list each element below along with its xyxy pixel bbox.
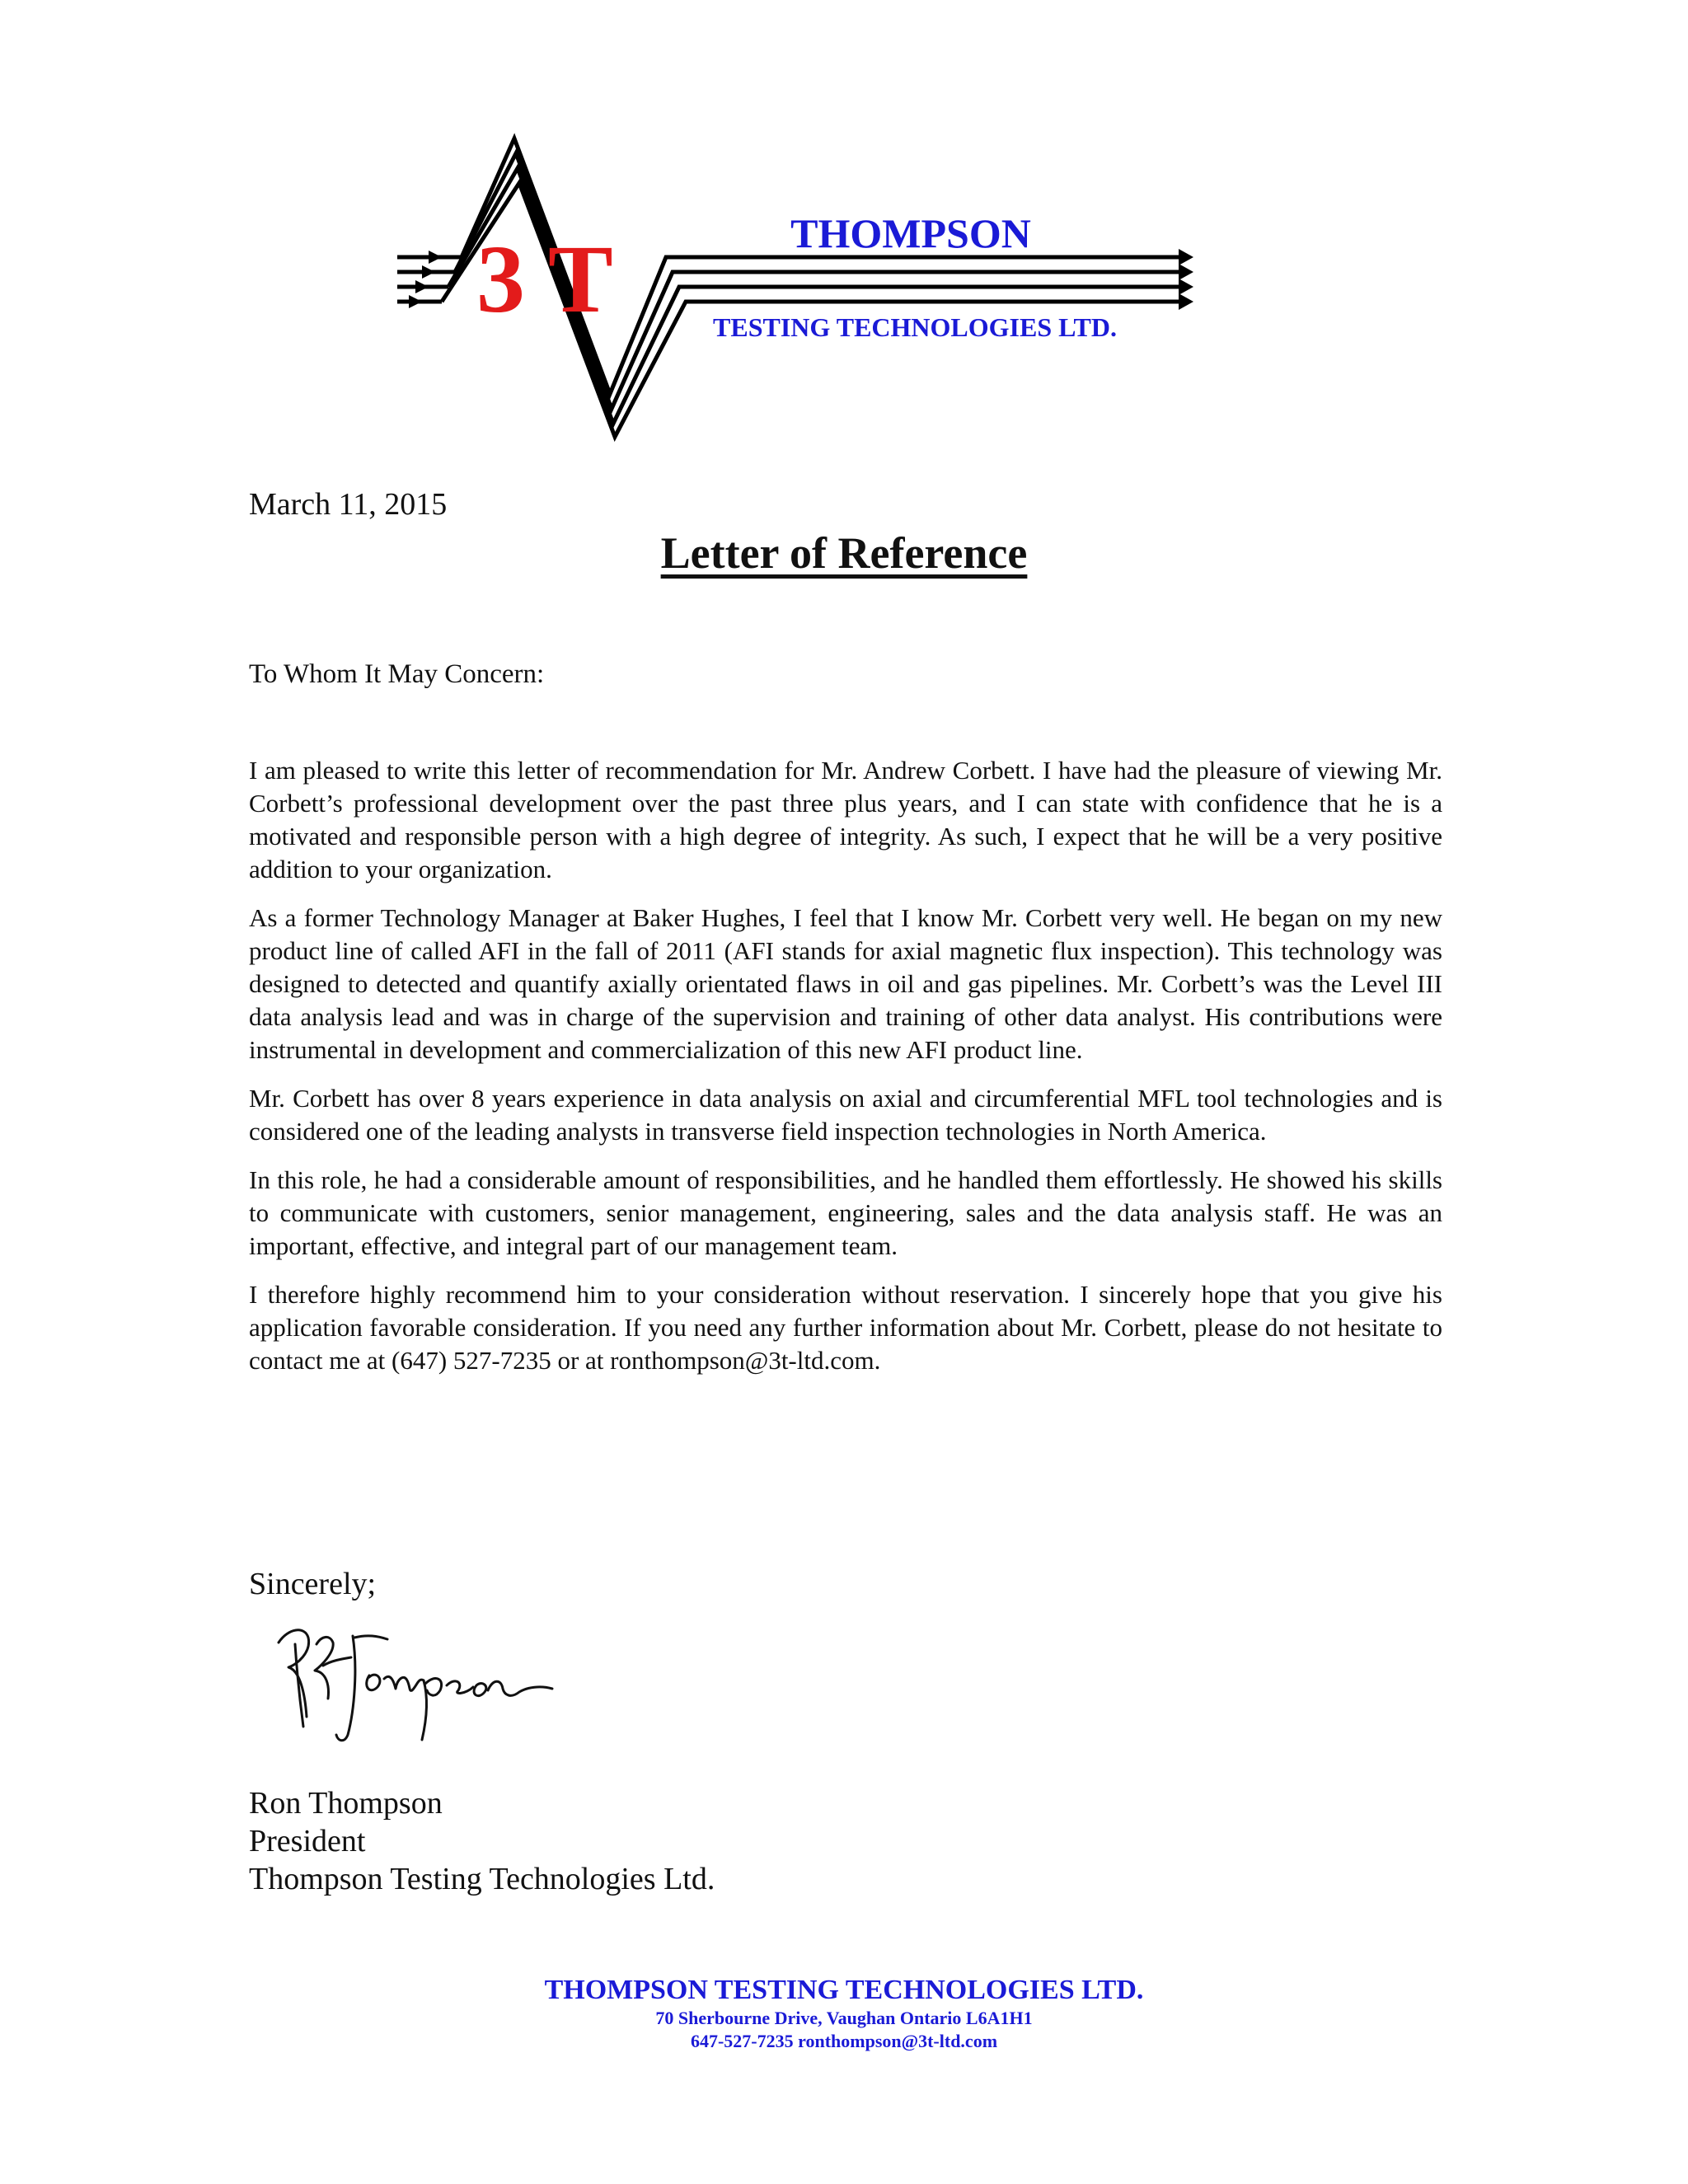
body-paragraph: As a former Technology Manager at Baker Hughes, I feel that I know Mr. Corbett very well. He began on my new product line of called AFI in the fall of 2011 (AFI stands for axial magnetic flux inspection). This technology was designed to detected and quantify axially orientated flaws in oil and gas pipelines. Mr. Corbett’s was the Level III data analysis lead and was in charge of the supervision and training of other data analyst. His contributions were instrumental in development and commercialization of this new AFI product line. (249, 903, 1442, 1064)
logo-company-name: THOMPSON (790, 210, 1031, 256)
logo-3t-mark: 3T (476, 225, 636, 333)
footer-contact: 647-527-7235 ronthompson@3t-ltd.com (690, 2031, 998, 2051)
letter-date: March 11, 2015 (249, 487, 448, 522)
signature-block (249, 1784, 715, 1898)
letter-title: Letter of Reference (660, 528, 1028, 578)
body-paragraph: I therefore highly recommend him to your consideration without reservation. I sincerely hope that you give his application favorable consideration. If you need any further information about Mr. Corbett, please do not hesitate to contact me at (647) 527-7235 or at ronthompson@3t-ltd.com. (249, 1280, 1442, 1375)
footer-address: 70 Sherbourne Drive, Vaughan Ontario L6A1H1 (655, 2008, 1033, 2028)
signer-title: President (249, 1824, 366, 1858)
footer-company: THOMPSON TESTING TECHNOLOGIES LTD. (544, 1975, 1144, 2005)
handwritten-signature (272, 1619, 560, 1751)
signer-company: Thompson Testing Technologies Ltd. (249, 1862, 715, 1896)
letter-footer (0, 1974, 1688, 2053)
body-paragraph: In this role, he had a considerable amount of responsibilities, and he handled them effortlessly. He showed his skills to communicate with customers, senior management, engineering, sales and the data analysis staff. He was an important, effective, and integral part of our management team. (249, 1165, 1442, 1260)
salutation: To Whom It May Concern: (249, 659, 545, 689)
logo-company-subtitle: TESTING TECHNOLOGIES LTD. (713, 312, 1117, 342)
body-paragraph: I am pleased to write this letter of recommendation for Mr. Andrew Corbett. I have had the pleasure of viewing Mr. Corbett’s professional development over the past three plus years, and I can state with confidence that he is a motivated and responsible person with a high degree of integrity. As such, I expect that he will be a very positive addition to your organization. (249, 756, 1442, 883)
closing: Sincerely; (249, 1567, 377, 1601)
company-logo (0, 0, 1688, 462)
letter-body (249, 754, 1442, 1393)
body-paragraph: Mr. Corbett has over 8 years experience in data analysis on axial and circumferential MFL tool technologies and is considered one of the leading analysts in transverse field inspection technologies in North America. (249, 1084, 1442, 1146)
signer-name: Ron Thompson (249, 1786, 443, 1821)
